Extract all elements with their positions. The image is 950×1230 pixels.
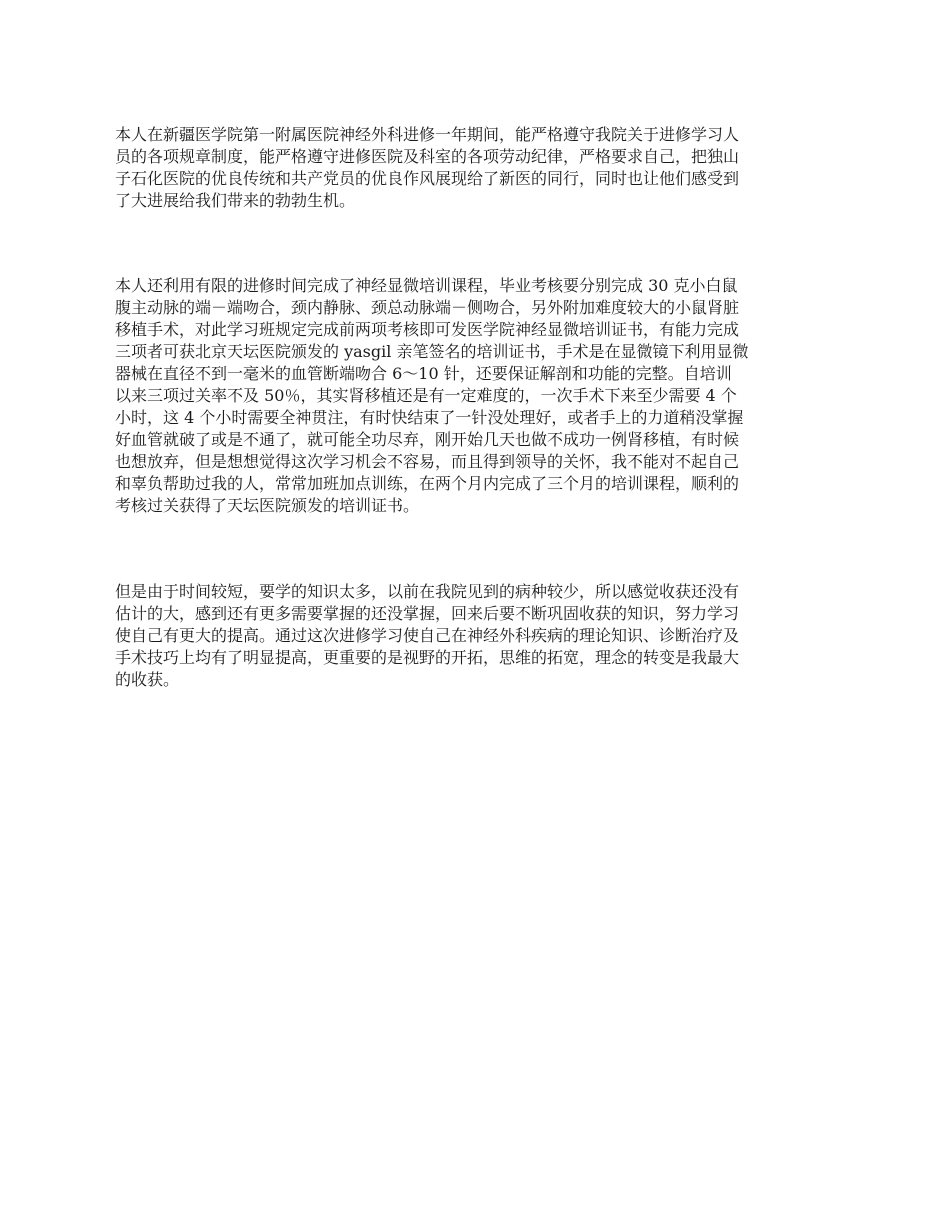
document-body	[115, 124, 841, 691]
paragraph-summary-gains: 但是由于时间较短，要学的知识太多，以前在我院见到的病种较少，所以感觉收获还没有 估计的大，感到还有更多需要掌握的还没掌握，回来后要不断巩固收获的知识，努力学习 使自己有更大的提高。通过这次进修学习使自己在神经外科疾病的理论知识、诊断治疗及 手术技巧上均有了明显提高，更重要的是视野的开拓，思维的拓宽，理念的转变是我最大 的收获。	[115, 582, 740, 689]
paragraph-training-conduct: 本人在新疆医学院第一附属医院神经外科进修一年期间，能严格遵守我院关于进修学习人 员的各项规章制度，能严格遵守进修医院及科室的各项劳动纪律，严格要求自己，把独山 子石化医院的优良传统和共产党员的优良作风展现给了新医的同行，同时也让他们感受到 了大进展给我们带来的勃勃生机。	[115, 125, 740, 210]
paragraph-microsurgery-course: 本人还利用有限的进修时间完成了神经显微培训课程，毕业考核要分别完成 30 克小白鼠 腹主动脉的端－端吻合，颈内静脉、颈总动脉端－侧吻合，另外附加难度较大的小鼠肾脏 移植手术，对此学习班规定完成前两项考核即可发医学院神经显微培训证书，有能力完成 三项者可获北京天坛医院颁发的 yasgil 亲笔签名的培训证书，手术是在显微镜下利用显微 器械在直径不到一毫米的血管断端吻合 6～10 针，还要保证解剖和功能的完整。自培训 以来三项过关率不及 50％，其实肾移植还是有一定难度的，一次手术下来至少需要 4 个 小时，这 4 个小时需要全神贯注，有时快结束了一针没处理好，或者手上的力道稍没掌握 好血管就破了或是不通了，就可能全功尽弃，刚开始几天也做不成功一例肾移植，有时候 也想放弃，但是想想觉得这次学习机会不容易，而且得到领导的关怀，我不能对不起自己 和辜负帮助过我的人，常常加班加点训练，在两个月内完成了三个月的培训课程，顺利的 考核过关获得了天坛医院颁发的培训证书。	[115, 276, 749, 515]
